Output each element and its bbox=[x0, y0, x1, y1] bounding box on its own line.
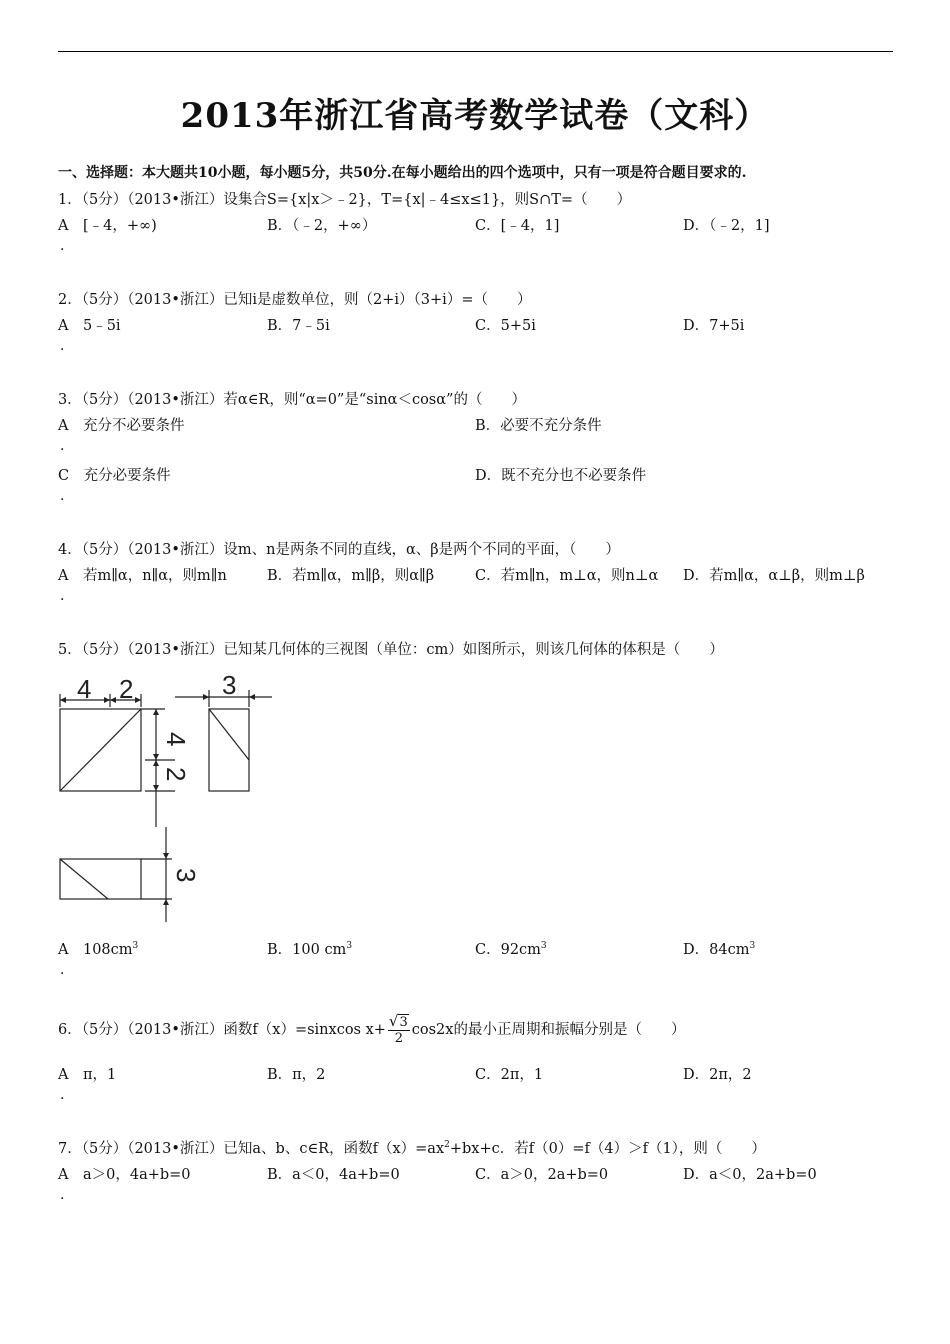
sqrt3-over-2-fraction: $\frac{√3}{2}$ bbox=[388, 1012, 408, 1046]
q6-dot: . bbox=[60, 1087, 65, 1103]
q2-option-c: C．5+5i bbox=[475, 318, 536, 334]
q3-dot-1: . bbox=[60, 438, 65, 454]
q7-option-a: A a＞0，4a+b=0 bbox=[58, 1167, 191, 1183]
q2-dot: . bbox=[60, 338, 65, 354]
question-6-stem: 6．（5分）（2013•浙江）函数f（x）=sinxcos x+ $\frac{√3}{2}$ cos2x的最小正周期和振幅分别是（ ） bbox=[58, 1012, 686, 1046]
q4-option-b: B．若m∥α，m∥β，则α∥β bbox=[267, 568, 435, 584]
q5-option-a: A $108cm^3$ bbox=[58, 941, 139, 958]
side-view-diagonal bbox=[209, 709, 249, 760]
q3-dot-2: . bbox=[60, 488, 65, 504]
side-view-rect bbox=[209, 709, 249, 791]
q7-option-c: C．a＞0，2a+b=0 bbox=[475, 1167, 609, 1183]
q1-option-a: A [﹣4，+∞) bbox=[58, 218, 157, 234]
q4-option-d: D．若m∥α，α⊥β，则m⊥β bbox=[683, 568, 865, 584]
fig-label-side-3: 3 bbox=[171, 868, 201, 883]
q2-option-a: A 5﹣5i bbox=[58, 318, 121, 334]
page-title: 2013年浙江省高考数学试卷（文科） bbox=[180, 96, 770, 136]
section-heading: 一、选择题：本大题共10小题，每小题5分，共50分.在每小题给出的四个选项中，只有一项是符合题目要求的. bbox=[58, 165, 747, 181]
q1-option-b: B．（﹣2，+∞） bbox=[267, 218, 377, 234]
q1-option-c: C．[﹣4，1] bbox=[475, 218, 560, 234]
q6-option-b: B．π，2 bbox=[267, 1067, 326, 1083]
q4-dot: . bbox=[60, 588, 65, 604]
q1-dot: . bbox=[60, 238, 65, 254]
question-7-stem: 7．（5分）（2013•浙江）已知a、b、c∈R，函数$f(x)=ax^2+bx+c$．若f（0）=f（4）＞f（1），则（ ） bbox=[58, 1140, 766, 1157]
q5-option-b: B．100 $cm^3$ bbox=[267, 941, 353, 958]
fig-label-3: 3 bbox=[222, 672, 237, 700]
top-view-diagonal bbox=[60, 859, 108, 899]
q7-option-b: B．a＜0，4a+b=0 bbox=[267, 1167, 400, 1183]
q4-option-c: C．若m∥n，m⊥α，则n⊥α bbox=[475, 568, 659, 584]
q3-option-c: C 充分必要条件 bbox=[58, 468, 171, 484]
q6-option-d: D．2π，2 bbox=[683, 1067, 752, 1083]
question-2-stem: 2．（5分）（2013•浙江）已知i是虚数单位，则（2+i）（3+i）=（ ） bbox=[58, 292, 532, 308]
fig-label-side-4: 4 bbox=[161, 732, 191, 747]
q2-option-d: D．7+5i bbox=[683, 318, 745, 334]
q2-option-b: B．7﹣5i bbox=[267, 318, 330, 334]
top-rule bbox=[58, 51, 893, 52]
q5-dot: . bbox=[60, 962, 65, 978]
fig-label-4: 4 bbox=[77, 674, 92, 704]
q4-option-a: A 若m∥α，n∥α，则m∥n bbox=[58, 568, 227, 584]
q5-option-d: D．$84cm^3$ bbox=[683, 941, 756, 958]
q5-option-c: C．$92cm^3$ bbox=[475, 941, 547, 958]
question-4-stem: 4．（5分）（2013•浙江）设m、n是两条不同的直线，α、β是两个不同的平面，（ ） bbox=[58, 542, 620, 558]
q6-option-c: C．2π，1 bbox=[475, 1067, 544, 1083]
question-5-stem: 5．（5分）（2013•浙江）已知某几何体的三视图（单位：cm）如图所示，则该几何体的体积是（ ） bbox=[58, 642, 724, 658]
question-3-stem: 3．（5分）（2013•浙江）若α∈R，则“α=0”是“sinα＜cosα”的（ ） bbox=[58, 392, 526, 408]
q1-option-d: D．（﹣2，1] bbox=[683, 218, 770, 234]
front-view-diagonal bbox=[60, 709, 141, 791]
q7-dot: . bbox=[60, 1187, 65, 1203]
question-1-stem: 1．（5分）（2013•浙江）设集合S={x|x＞﹣2}，T={x|﹣4≤x≤1}，则S∩T=（ ） bbox=[58, 192, 632, 208]
q3-option-d: D．既不充分也不必要条件 bbox=[475, 468, 647, 484]
fig-label-side-2: 2 bbox=[161, 767, 191, 782]
q6-option-a: A π，1 bbox=[58, 1067, 117, 1083]
q3-option-b: B．必要不充分条件 bbox=[475, 418, 602, 434]
q3-option-a: A 充分不必要条件 bbox=[58, 418, 185, 434]
three-view-figure bbox=[50, 672, 290, 927]
q7-option-d: D．a＜0，2a+b=0 bbox=[683, 1167, 817, 1183]
fig-label-2: 2 bbox=[119, 674, 134, 704]
